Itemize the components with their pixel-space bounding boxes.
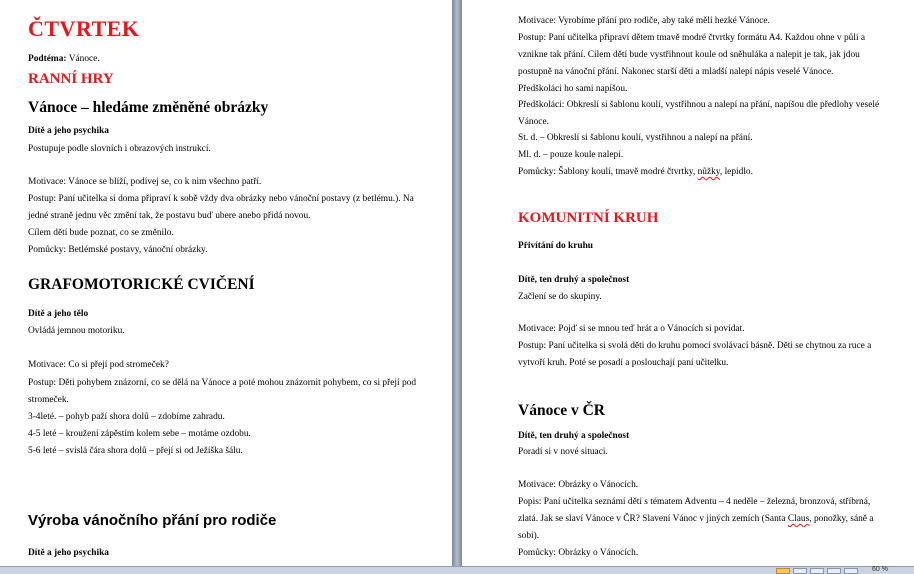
document-page-left[interactable] [0,0,452,566]
activity-description [518,494,890,545]
activity-motivation: Motivace: Obrázky o Vánocích. [518,480,639,490]
section-community-circle: KOMUNITNÍ KRUH [518,210,659,226]
aids-text: Pomůcky: Šablony koulí, tmavě modré čtvrtky, [518,167,698,177]
activity-procedure: Postup: Děti pohybem znázorní, co se dělá na Vánoce a poté mohou znázornit pohybem, co si přejí pod stromeček. [28,378,417,405]
subtopic-value: Vánoce. [66,54,100,64]
activity-aids: Pomůcky: Betlémské postavy, vánoční obrázky. [28,245,208,255]
preschool-note: Předškoláci ho sami napíšou. [518,84,628,94]
draft-view-button[interactable] [844,568,858,574]
zoom-level[interactable]: 60 % [872,566,888,573]
activity-aim: Cílem dětí bude poznat, co se změnilo. [28,228,174,238]
page-gutter [452,0,462,566]
activity-motivation: Motivace: Vánoce se blíží, podívej se, co k nim všechno patří. [28,177,262,187]
older-children-task: St. d. – Obkreslí si šablonu koulí, vystřihnou a nalepí na přání. [518,133,753,143]
activity-procedure: Postup: Paní učitelka připraví dětem tmavě modré čtvrtky formátu A4. Každou ohne v půli a vznikne tak přání. Cílem dětí bude vystřihnout koule od sněhuláka a nalepit je tak, jak jdou postupně na vánoční přání. Nakonec starší děti a mladší nalepí nápis veselé Vánoce. [518,33,866,77]
subtopic-label: Podtéma: [28,54,67,64]
activity-title: GRAFOMOTORICKÉ CVIČENÍ [28,276,255,293]
activity-procedure: Postup: Paní učitelka si svolá děti do kruhu pomocí svolávací básně. Děti se chytnou za ruce a vytvoří kruh. Poté se posadí a poslouchají paní učitelku. [518,341,872,368]
age-group-line: 3-4leté. – pohyb paží shora dolů – zdobíme zahradu. [28,412,225,422]
activity-goal: Ovládá jemnou motoriku. [28,326,125,336]
younger-children-task: Ml. d. – pouze koule nalepí. [518,150,624,160]
age-group-line: 4-5 leté – kroužení zápěstím kolem sebe – motáme ozdobu. [28,429,251,439]
activity-area: Dítě, ten druhý a společnost [518,431,630,441]
age-group-line: 5-6 leté – svislá čára shora dolů – přejí si od Ježíška šálu. [28,446,243,456]
web-layout-view-button[interactable] [810,568,824,574]
subtopic-line [28,51,424,68]
aids-text-end: , lepidlo. [719,167,753,177]
activity-aids [518,164,890,181]
activity-goal: Začlení se do skupiny. [518,292,602,302]
activity-area: Dítě a jeho psychika [28,548,109,558]
day-title: ČTVRTEK [28,16,140,41]
circle-subtitle: Přivítání do kruhu [518,241,594,251]
description-text-end: , ponožky, sáně a sobi). [518,514,874,541]
spellcheck-word[interactable]: nůžky [697,167,720,177]
activity-title: Výroba vánočního přání pro rodiče [28,512,277,529]
full-screen-view-button[interactable] [793,568,807,574]
activity-goal: Poradí si v nové situaci. [518,447,608,457]
activity-motivation: Motivace: Vyrobíme přání pro rodiče, aby také měli hezké Vánoce. [518,16,770,26]
section-morning-games: RANNÍ HRY [28,71,114,87]
print-layout-view-button[interactable] [776,568,790,574]
outline-view-button[interactable] [827,568,841,574]
activity-aids: Pomůcky: Obrázky o Vánocích. [518,548,639,558]
activity-procedure: Postup: Paní učitelka si doma připraví k sobě vždy dva obrázky nebo vánoční postavy (z betlému.). Na jedné straně jednu věc změní tak, že postavu buď ubere anebo přidá novou. [28,194,414,221]
activity-goal: Postupuje podle slovních i obrazových instrukcí. [28,144,211,154]
description-text: Popis: Paní učitelka seznámí děti s tématem Adventu – 4 neděle – železná, bronzová, stříbrná, zlatá. Jak se slaví Vánoce v ČR? Slavení Vánoc v jiných zemích (Santa [518,497,871,524]
activity-area: Dítě a jeho tělo [28,309,89,319]
preschool-task: Předškoláci: Obkreslí si šablonu koulí, vystřihnou a nalepí na přání, napíšou dle předlohy veselé Vánoce. [518,100,880,127]
activity-title: Vánoce v ČR [518,402,605,419]
document-page-right[interactable] [462,0,914,566]
activity-motivation: Motivace: Pojď si se mnou teď hrát a o Vánocích si povídat. [518,324,745,334]
activity-motivation: Motivace: Co si přejí pod stromeček? [28,360,169,370]
spellcheck-word[interactable]: Claus [787,514,810,524]
activity-area: Dítě, ten druhý a společnost [518,275,630,285]
activity-title: Vánoce – hledáme změněné obrázky [28,99,269,116]
activity-area: Dítě a jeho psychika [28,126,109,136]
